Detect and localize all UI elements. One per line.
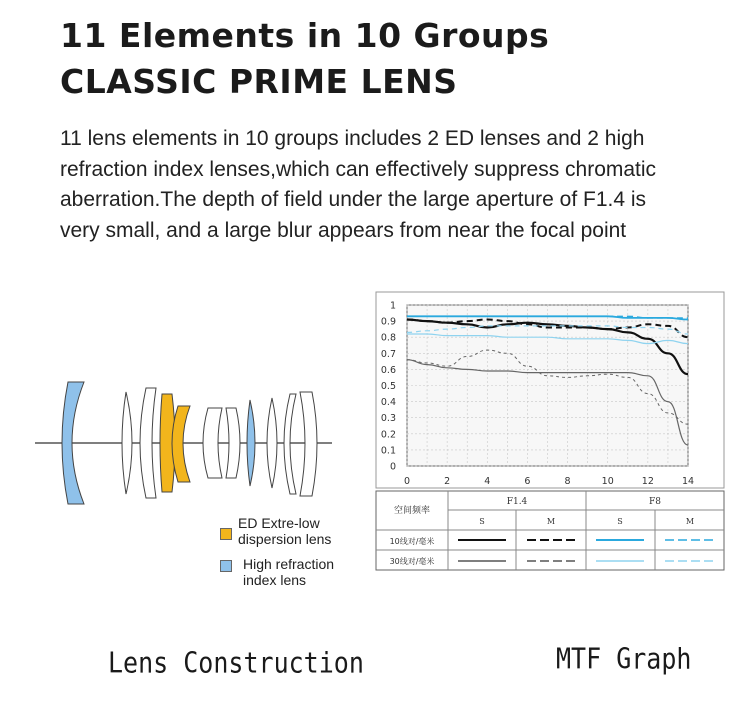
y-tick-label: 1: [389, 300, 396, 312]
description-line: aberration.The depth of field under the large aperture of F1.4 is: [60, 188, 647, 211]
x-tick-label: 6: [524, 476, 531, 487]
high-legend-line: High refraction: [243, 556, 335, 572]
table-col-m: M: [685, 517, 695, 526]
x-tick-label: 14: [681, 476, 695, 487]
x-tick-label: 4: [484, 476, 491, 487]
y-tick-label: 0.2: [380, 429, 396, 441]
y-tick-label: 0.4: [380, 397, 396, 409]
y-tick-label: 0.7: [380, 348, 396, 360]
ed-legend-line: ED Extre-low: [238, 515, 320, 531]
high-legend-line: index lens: [243, 572, 307, 588]
y-tick-label: 0.5: [380, 381, 396, 392]
description-line: refraction index lenses,which can effectively suppress chromatic: [60, 157, 657, 181]
lens-construction-caption: Lens Construction: [108, 645, 364, 680]
x-tick-label: 8: [564, 476, 571, 487]
table-header-frequency: 空间频率: [393, 506, 431, 516]
x-tick-label: 0: [403, 476, 411, 487]
title-line-1: 11 Elements in 10 Groups: [60, 16, 550, 55]
table-header-f8: F8: [649, 497, 661, 507]
y-tick-label: 0.3: [380, 413, 396, 425]
y-tick-label: 0.6: [380, 364, 396, 376]
y-tick-label: 0.9: [380, 316, 396, 328]
table-col-s: S: [617, 517, 623, 526]
description-line: 11 lens elements in 10 groups includes 2 ED lenses and 2 high: [60, 127, 645, 150]
y-tick-label: 0.8: [380, 332, 396, 344]
table-header-f14: F1.4: [506, 497, 528, 507]
x-tick-label: 12: [641, 476, 654, 487]
title-line-2: CLASSIC PRIME LENS: [60, 62, 458, 101]
table-col-s: S: [479, 517, 485, 526]
description-line: very small, and a large blur appears from near the focal point: [60, 218, 627, 242]
x-tick-label: 10: [601, 476, 614, 487]
table-row-10lp: 10线对/毫米: [389, 537, 435, 546]
x-tick-label: 2: [444, 476, 451, 487]
ed-legend-line: dispersion lens: [238, 531, 332, 547]
table-row-30lp: 30线对/毫米: [389, 557, 435, 566]
y-tick-label: 0: [389, 461, 396, 473]
table-col-m: M: [546, 517, 556, 526]
y-tick-label: 0.1: [380, 445, 396, 457]
mtf-graph-caption: MTF Graph: [556, 641, 692, 676]
